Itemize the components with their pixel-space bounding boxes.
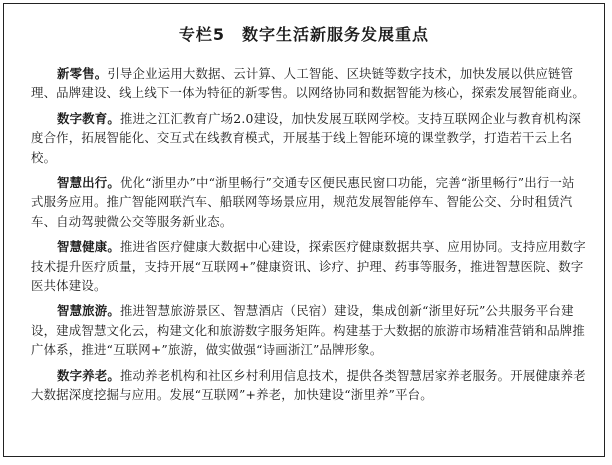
section-heading: 数字教育。	[57, 110, 120, 126]
box-content	[31, 64, 587, 411]
section-digital-elderly-care	[31, 366, 587, 405]
section-heading: 数字养老。	[57, 367, 120, 383]
box-title: 专栏5 数字生活新服务发展重点	[178, 25, 430, 44]
section-smart-health	[31, 237, 587, 295]
section-text: 优化“浙里办”中“浙里畅行”交通专区便民惠民窗口功能，完善“浙里畅行”出行一站式服务应用。推广智能网联汽车、船联网等场景应用，规范发展智能停车、智能公交、分时租赁汽车、自动驾驶微公交等服务新业态。	[31, 175, 575, 229]
section-heading: 智慧出行。	[57, 175, 120, 191]
section-new-retail	[31, 64, 587, 103]
section-heading: 智慧健康。	[57, 239, 120, 255]
section-text: 推进之江汇教育广场2.0建设，加快发展互联网学校。支持互联网企业与教育机构深度合作，拓展智能化、交互式在线教育模式，开展基于线上智能环境的课堂教学，打造若干云上名校。	[31, 110, 581, 165]
section-text: 推进智慧旅游景区、智慧酒店（民宿）建设，集成创新“浙里好玩”公共服务平台建设，建成智慧文化云，构建文化和旅游数字服务矩阵。构建基于大数据的旅游市场精准营销和品牌推广体系，推进“互联网+”旅游，做实做强“诗画浙江”品牌形象。	[31, 303, 585, 358]
section-text: 推动养老机构和社区乡村利用信息技术，提供各类智慧居家养老服务。开展健康养老大数据深度挖掘与应用。发展“互联网”+养老，加快建设“浙里养”平台。	[31, 367, 586, 403]
section-smart-travel	[31, 173, 587, 231]
section-heading: 智慧旅游。	[57, 303, 120, 319]
section-text: 推进省医疗健康大数据中心建设，探索医疗健康数据共享、应用协同。支持应用数字技术提升医疗质量，支持开展“互联网+”健康资讯、诊疗、护理、药事等服务，推进智慧医院、数字医共体建设。	[31, 239, 586, 294]
column-box	[3, 3, 605, 457]
section-heading: 新零售。	[57, 66, 108, 81]
section-digital-education	[31, 109, 587, 167]
section-smart-tourism	[31, 301, 587, 359]
section-text: 引导企业运用大数据、云计算、人工智能、区块链等数字技术，加快发展以供应链管理、品牌建设、线上线下一体为特征的新零售。以网络协同和数据智能为核心，探索发展智能商业。	[31, 66, 585, 101]
